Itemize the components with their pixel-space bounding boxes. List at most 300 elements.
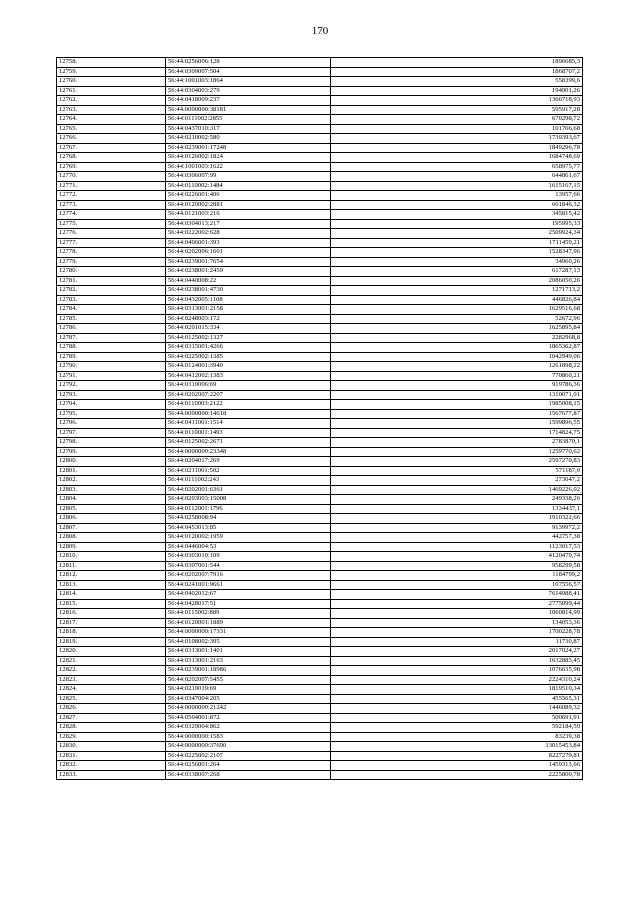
value-cell: 1261898,22 [331, 362, 583, 372]
row-number-cell: 12769. [57, 162, 166, 172]
value-cell: 34960,26 [331, 257, 583, 267]
row-number-cell: 12808. [57, 533, 166, 543]
row-number-cell: 12818. [57, 628, 166, 638]
row-number-cell: 12763. [57, 105, 166, 115]
table-row [57, 751, 583, 761]
value-cell: 1366718,93 [331, 96, 583, 106]
cadastral-number-cell: 56:44:0256006:128 [166, 58, 331, 68]
row-number-cell: 12794. [57, 400, 166, 410]
cadastral-number-cell: 56:44:0111002:243 [166, 476, 331, 486]
row-number-cell: 12786. [57, 324, 166, 334]
cadastral-number-cell: 56:44:0258008:94 [166, 514, 331, 524]
table-row [57, 495, 583, 505]
value-cell: 2775099,44 [331, 599, 583, 609]
cadastral-number-cell: 56:44:0303010:109 [166, 552, 331, 562]
value-cell: 1567677,87 [331, 409, 583, 419]
table-row [57, 343, 583, 353]
cadastral-number-cell: 56:44:0222002:628 [166, 229, 331, 239]
row-number-cell: 12781. [57, 276, 166, 286]
row-number-cell: 12771. [57, 181, 166, 191]
value-cell: 194901,26 [331, 86, 583, 96]
value-cell: 8227279,81 [331, 751, 583, 761]
value-cell: 1042949,06 [331, 352, 583, 362]
table-row [57, 124, 583, 134]
value-cell: 1629516,68 [331, 305, 583, 315]
cadastral-number-cell: 56:44:0418009:237 [166, 96, 331, 106]
row-number-cell: 12831. [57, 751, 166, 761]
value-cell: 1446089,32 [331, 704, 583, 714]
row-number-cell: 12800. [57, 457, 166, 467]
table-row [57, 77, 583, 87]
table-row [57, 732, 583, 742]
row-number-cell: 12780. [57, 267, 166, 277]
row-number-cell: 12815. [57, 599, 166, 609]
table-row [57, 390, 583, 400]
row-number-cell: 12766. [57, 134, 166, 144]
cadastral-number-cell: 56:44:0248003:172 [166, 314, 331, 324]
row-number-cell: 12806. [57, 514, 166, 524]
row-number-cell: 12819. [57, 637, 166, 647]
row-number-cell: 12814. [57, 590, 166, 600]
row-number-cell: 12792. [57, 381, 166, 391]
table-row [57, 248, 583, 258]
cadastral-number-cell: 56:44:0120001:1889 [166, 618, 331, 628]
row-number-cell: 12788. [57, 343, 166, 353]
value-cell: 2225800,78 [331, 770, 583, 780]
value-cell: 7614988,41 [331, 590, 583, 600]
row-number-cell: 12803. [57, 485, 166, 495]
table-row [57, 324, 583, 334]
table-row [57, 438, 583, 448]
cadastral-number-cell: 56:44:0000000:23348 [166, 447, 331, 457]
table-row [57, 523, 583, 533]
table-row [57, 457, 583, 467]
row-number-cell: 12762. [57, 96, 166, 106]
table-row [57, 286, 583, 296]
table-row [57, 181, 583, 191]
value-cell: 1714824,75 [331, 428, 583, 438]
value-cell: 2086050,26 [331, 276, 583, 286]
value-cell: 345815,42 [331, 210, 583, 220]
cadastral-number-cell: 56:44:0338007:268 [166, 770, 331, 780]
table-row [57, 257, 583, 267]
table-row [57, 352, 583, 362]
value-cell: 1076635,98 [331, 666, 583, 676]
cadastral-number-cell: 56:44:0304013:217 [166, 219, 331, 229]
cadastral-number-cell: 56:44:0000000:21242 [166, 704, 331, 714]
value-cell: 1632883,45 [331, 656, 583, 666]
table-row [57, 618, 583, 628]
row-number-cell: 12787. [57, 333, 166, 343]
table-row [57, 675, 583, 685]
table-row [57, 533, 583, 543]
cadastral-number-cell: 56:44:0108002:395 [166, 637, 331, 647]
table-row [57, 219, 583, 229]
table-row [57, 96, 583, 106]
row-number-cell: 12791. [57, 371, 166, 381]
cadastral-number-cell: 56:44:0202007:7916 [166, 571, 331, 581]
row-number-cell: 12772. [57, 191, 166, 201]
value-cell: 1259770,62 [331, 447, 583, 457]
row-number-cell: 12821. [57, 656, 166, 666]
row-number-cell: 12782. [57, 286, 166, 296]
cadastral-number-cell: 56:44:0432005:1108 [166, 295, 331, 305]
table-row [57, 571, 583, 581]
cadastral-number-cell: 56:44:0112001:1796 [166, 504, 331, 514]
table-row [57, 134, 583, 144]
value-cell: 644861,67 [331, 172, 583, 182]
table-row [57, 276, 583, 286]
value-cell: 2509924,34 [331, 229, 583, 239]
value-cell: 1849296,78 [331, 143, 583, 153]
value-cell: 1910322,66 [331, 514, 583, 524]
row-number-cell: 12797. [57, 428, 166, 438]
value-cell: 1060814,99 [331, 609, 583, 619]
value-cell: 1739393,67 [331, 134, 583, 144]
value-cell: 13015453,84 [331, 742, 583, 752]
table-row [57, 172, 583, 182]
cadastral-number-cell: 56:44:0446004:53 [166, 542, 331, 552]
cadastral-number-cell: 56:44:0319006:69 [166, 381, 331, 391]
value-cell: 273047,2 [331, 476, 583, 486]
row-number-cell: 12790. [57, 362, 166, 372]
row-number-cell: 12820. [57, 647, 166, 657]
cadastral-number-cell: 56:44:0110001:1493 [166, 428, 331, 438]
table-row [57, 637, 583, 647]
cadastral-number-cell: 56:44:0238001:4730 [166, 286, 331, 296]
row-number-cell: 12798. [57, 438, 166, 448]
cadastral-number-cell: 56:44:0412002:1383 [166, 371, 331, 381]
value-cell: 13957,66 [331, 191, 583, 201]
row-number-cell: 12767. [57, 143, 166, 153]
value-cell: 1599896,55 [331, 419, 583, 429]
table-row [57, 713, 583, 723]
table-row [57, 723, 583, 733]
row-number-cell: 12770. [57, 172, 166, 182]
value-cell: 595917,28 [331, 105, 583, 115]
table-row [57, 656, 583, 666]
value-cell: 101766,68 [331, 124, 583, 134]
table-row [57, 238, 583, 248]
value-cell: 1615167,15 [331, 181, 583, 191]
row-number-cell: 12774. [57, 210, 166, 220]
table-row [57, 694, 583, 704]
row-number-cell: 12812. [57, 571, 166, 581]
table-row [57, 400, 583, 410]
row-number-cell: 12759. [57, 67, 166, 77]
cadastral-number-cell: 56:44:0315001:4266 [166, 343, 331, 353]
value-cell: 500691,91 [331, 713, 583, 723]
cadastral-number-cell: 56:44:0239001:7654 [166, 257, 331, 267]
row-number-cell: 12829. [57, 732, 166, 742]
row-number-cell: 12764. [57, 115, 166, 125]
row-number-cell: 12789. [57, 352, 166, 362]
table-row [57, 542, 583, 552]
row-number-cell: 12783. [57, 295, 166, 305]
cadastral-number-cell: 56:44:0211001:502 [166, 466, 331, 476]
value-cell: 770860,21 [331, 371, 583, 381]
row-number-cell: 12823. [57, 675, 166, 685]
table-row [57, 67, 583, 77]
cadastral-number-cell: 56:44:1001003:1622 [166, 162, 331, 172]
cadastral-number-cell: 56:44:0239001:18986 [166, 666, 331, 676]
cadastral-number-cell: 56:44:0125002:1327 [166, 333, 331, 343]
value-cell: 2224310,24 [331, 675, 583, 685]
value-cell: 592184,59 [331, 723, 583, 733]
value-cell: 1123017,53 [331, 542, 583, 552]
row-number-cell: 12811. [57, 561, 166, 571]
cadastral-number-cell: 56:44:0202007:2207 [166, 390, 331, 400]
row-number-cell: 12775. [57, 219, 166, 229]
cadastral-number-cell: 56:44:0120002:2881 [166, 200, 331, 210]
table-row [57, 761, 583, 771]
cadastral-number-cell: 56:44:0115002:889 [166, 609, 331, 619]
table-row [57, 229, 583, 239]
cadastral-number-cell: 56:44:0309007:504 [166, 67, 331, 77]
value-cell: 1184799,2 [331, 571, 583, 581]
value-cell: 1700228,78 [331, 628, 583, 638]
value-cell: 83239,38 [331, 732, 583, 742]
table-row [57, 162, 583, 172]
value-cell: 134053,36 [331, 618, 583, 628]
row-number-cell: 12817. [57, 618, 166, 628]
table-row [57, 105, 583, 115]
row-number-cell: 12816. [57, 609, 166, 619]
row-number-cell: 12824. [57, 685, 166, 695]
cadastral-number-cell: 56:44:0126002:1824 [166, 153, 331, 163]
row-number-cell: 12793. [57, 390, 166, 400]
value-cell: 658975,77 [331, 162, 583, 172]
table-row [57, 428, 583, 438]
value-cell: 107556,57 [331, 580, 583, 590]
cadastral-number-cell: 56:44:0313001:2163 [166, 656, 331, 666]
value-cell: 2597270,83 [331, 457, 583, 467]
table-row [57, 314, 583, 324]
cadastral-number-cell: 56:44:0219019:69 [166, 685, 331, 695]
table-row [57, 552, 583, 562]
cadastral-number-cell: 56:44:0203003:15008 [166, 495, 331, 505]
value-cell: 1985008,15 [331, 400, 583, 410]
table-row [57, 210, 583, 220]
table-row [57, 371, 583, 381]
cadastral-number-cell: 56:44:0124001:3940 [166, 362, 331, 372]
value-cell: 1896685,3 [331, 58, 583, 68]
row-number-cell: 12776. [57, 229, 166, 239]
cadastral-number-cell: 56:44:0329004:862 [166, 723, 331, 733]
cadastral-number-cell: 56:44:0121003:216 [166, 210, 331, 220]
table-row [57, 590, 583, 600]
cadastral-number-cell: 56:44:0000000:17331 [166, 628, 331, 638]
cadastral-number-cell: 56:44:0202006:1601 [166, 248, 331, 258]
table-row [57, 115, 583, 125]
value-cell: 661846,32 [331, 200, 583, 210]
cadastral-number-cell: 56:44:0226001:406 [166, 191, 331, 201]
table-row [57, 267, 583, 277]
table-row [57, 362, 583, 372]
table-row [57, 143, 583, 153]
row-number-cell: 12833. [57, 770, 166, 780]
cadastral-number-cell: 56:44:0202001:6361 [166, 485, 331, 495]
cadastral-number-cell: 56:44:0406001:393 [166, 238, 331, 248]
row-number-cell: 12758. [57, 58, 166, 68]
cadastral-number-cell: 56:44:0437010:317 [166, 124, 331, 134]
value-cell: 2017024,27 [331, 647, 583, 657]
cadastral-number-cell: 56:44:0428017:51 [166, 599, 331, 609]
value-cell: 1334437,1 [331, 504, 583, 514]
cadastral-number-cell: 56:44:0307001:544 [166, 561, 331, 571]
table-row [57, 191, 583, 201]
table-row [57, 609, 583, 619]
row-number-cell: 12760. [57, 77, 166, 87]
cadastral-number-cell: 56:44:0440008:22 [166, 276, 331, 286]
cadastral-number-cell: 56:44:0239001:17248 [166, 143, 331, 153]
value-cell: 1469226,02 [331, 485, 583, 495]
table-row [57, 476, 583, 486]
value-cell: 446826,84 [331, 295, 583, 305]
row-number-cell: 12777. [57, 238, 166, 248]
table-row [57, 647, 583, 657]
value-cell: 670298,72 [331, 115, 583, 125]
cadastral-number-cell: 56:44:0204017:269 [166, 457, 331, 467]
cadastral-number-cell: 56:44:0453013:85 [166, 523, 331, 533]
table-row [57, 485, 583, 495]
row-number-cell: 12802. [57, 476, 166, 486]
cadastral-number-cell: 56:44:0202007:5455 [166, 675, 331, 685]
cadastral-number-cell: 56:44:0256001:264 [166, 761, 331, 771]
value-cell: 1625895,84 [331, 324, 583, 334]
cadastral-number-cell: 56:44:0304003:279 [166, 86, 331, 96]
table-row [57, 580, 583, 590]
row-number-cell: 12805. [57, 504, 166, 514]
value-cell: 1819510,34 [331, 685, 583, 695]
value-cell: 958299,58 [331, 561, 583, 571]
row-number-cell: 12809. [57, 542, 166, 552]
value-cell: 1868707,2 [331, 67, 583, 77]
row-number-cell: 12795. [57, 409, 166, 419]
row-number-cell: 12799. [57, 447, 166, 457]
row-number-cell: 12796. [57, 419, 166, 429]
cadastral-number-cell: 56:44:0313001:1401 [166, 647, 331, 657]
row-number-cell: 12768. [57, 153, 166, 163]
cadastral-number-cell: 56:44:0201015:334 [166, 324, 331, 334]
table-row [57, 666, 583, 676]
row-number-cell: 12813. [57, 580, 166, 590]
cadastral-number-cell: 56:44:0110003:2122 [166, 400, 331, 410]
value-cell: 1865362,87 [331, 343, 583, 353]
row-number-cell: 12761. [57, 86, 166, 96]
table-row [57, 466, 583, 476]
value-cell: 617287,13 [331, 267, 583, 277]
page-number: 170 [311, 25, 329, 37]
table-row [57, 305, 583, 315]
value-cell: 1528347,96 [331, 248, 583, 258]
cadastral-number-cell: 56:44:1001003:1864 [166, 77, 331, 87]
table-row [57, 333, 583, 343]
value-cell: 1310071,01 [331, 390, 583, 400]
value-cell: 919786,36 [331, 381, 583, 391]
cadastral-number-cell: 56:44:0125002:2671 [166, 438, 331, 448]
table-row [57, 770, 583, 780]
value-cell: 455565,31 [331, 694, 583, 704]
table-row [57, 419, 583, 429]
row-number-cell: 12784. [57, 305, 166, 315]
cadastral-number-cell: 56:44:0306007:99 [166, 172, 331, 182]
value-cell: 1711459,21 [331, 238, 583, 248]
table-row [57, 153, 583, 163]
cadastral-number-cell: 56:44:0225002:2107 [166, 751, 331, 761]
cadastral-number-cell: 56:44:0411001:1514 [166, 419, 331, 429]
row-number-cell: 12765. [57, 124, 166, 134]
row-number-cell: 12825. [57, 694, 166, 704]
cadastral-number-cell: 56:44:0313001:2158 [166, 305, 331, 315]
row-number-cell: 12822. [57, 666, 166, 676]
row-number-cell: 12804. [57, 495, 166, 505]
value-cell: 2282968,8 [331, 333, 583, 343]
row-number-cell: 12779. [57, 257, 166, 267]
table-row [57, 409, 583, 419]
row-number-cell: 12801. [57, 466, 166, 476]
cadastral-number-cell: 56:44:0241001:9661 [166, 580, 331, 590]
value-cell: 1459313,66 [331, 761, 583, 771]
row-number-cell: 12832. [57, 761, 166, 771]
cadastral-number-cell: 56:44:0111002:2855 [166, 115, 331, 125]
registry-table-body [57, 58, 583, 780]
value-cell: 442757,38 [331, 533, 583, 543]
table-row [57, 742, 583, 752]
row-number-cell: 12827. [57, 713, 166, 723]
row-number-cell: 12826. [57, 704, 166, 714]
cadastral-number-cell: 56:44:0000000:38181 [166, 105, 331, 115]
value-cell: 558399,6 [331, 77, 583, 87]
row-number-cell: 12828. [57, 723, 166, 733]
row-number-cell: 12810. [57, 552, 166, 562]
cadastral-number-cell: 56:44:0120002:1959 [166, 533, 331, 543]
table-row [57, 628, 583, 638]
table-row [57, 86, 583, 96]
value-cell: 9139972,2 [331, 523, 583, 533]
value-cell: 2783870,1 [331, 438, 583, 448]
cadastral-number-cell: 56:44:0000000:37690 [166, 742, 331, 752]
table-row [57, 295, 583, 305]
registry-table [56, 57, 583, 780]
cadastral-number-cell: 56:44:0000000:1583 [166, 732, 331, 742]
value-cell: 249338,26 [331, 495, 583, 505]
value-cell: 4120479,74 [331, 552, 583, 562]
cadastral-number-cell: 56:44:0210002:580 [166, 134, 331, 144]
row-number-cell: 12773. [57, 200, 166, 210]
row-number-cell: 12778. [57, 248, 166, 258]
value-cell: 195995,33 [331, 219, 583, 229]
cadastral-number-cell: 56:44:0238001:2459 [166, 267, 331, 277]
table-row [57, 200, 583, 210]
table-row [57, 561, 583, 571]
row-number-cell: 12830. [57, 742, 166, 752]
cadastral-number-cell: 56:44:0110002:1484 [166, 181, 331, 191]
value-cell: 11730,87 [331, 637, 583, 647]
table-row [57, 704, 583, 714]
table-row [57, 58, 583, 68]
value-cell: 1271713,2 [331, 286, 583, 296]
row-number-cell: 12785. [57, 314, 166, 324]
table-row [57, 514, 583, 524]
table-row [57, 381, 583, 391]
table-row [57, 685, 583, 695]
cadastral-number-cell: 56:44:0347004:205 [166, 694, 331, 704]
cadastral-number-cell: 56:44:0504001:872 [166, 713, 331, 723]
cadastral-number-cell: 56:44:0402012:67 [166, 590, 331, 600]
row-number-cell: 12807. [57, 523, 166, 533]
table-row [57, 504, 583, 514]
